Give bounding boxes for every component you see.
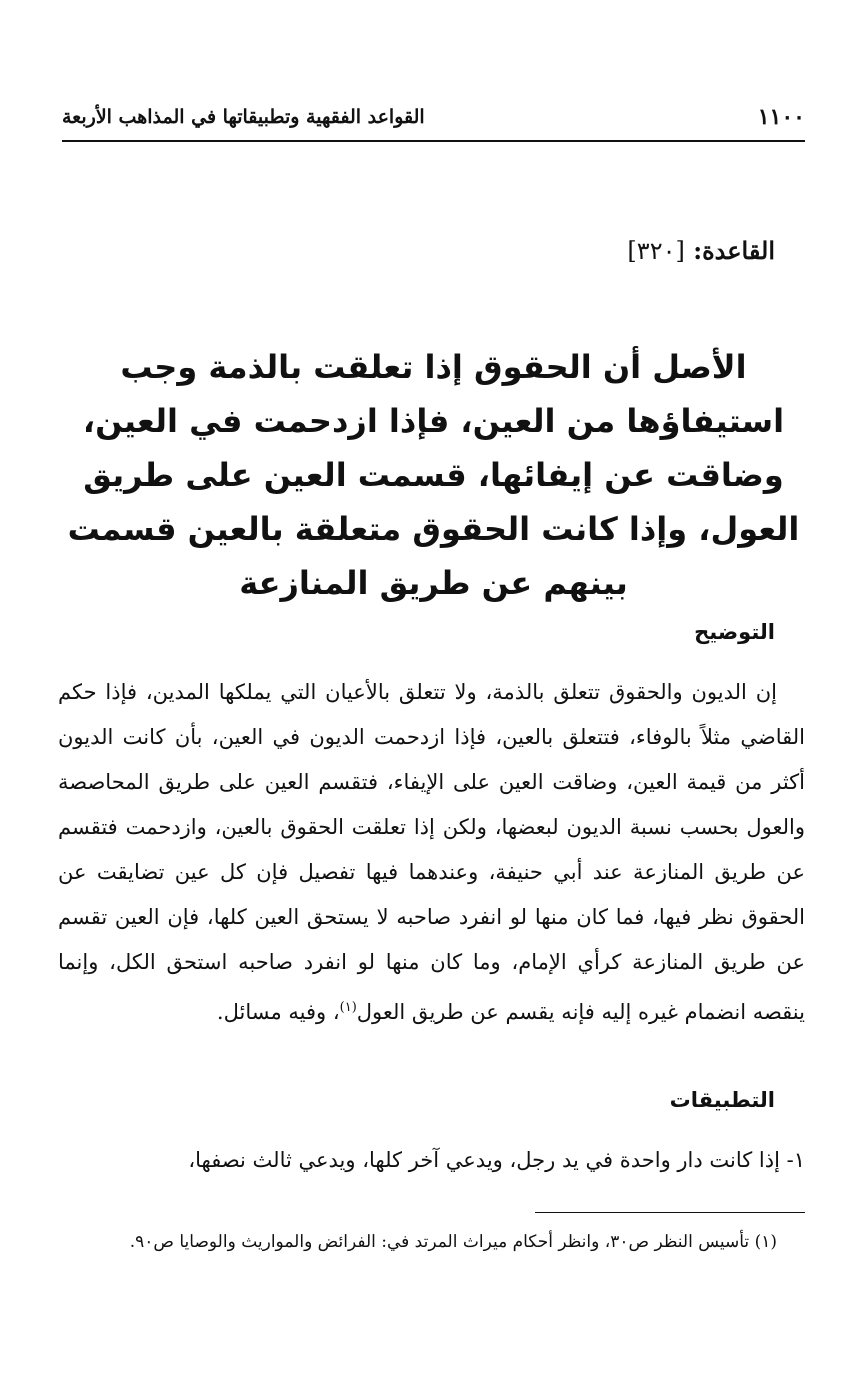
rule-number: [٣٢٠] [627, 237, 685, 265]
application-item-1: ١- إذا كانت دار واحدة في يد رجل، ويدعي آخر كلها، ويدعي ثالث نصفها، [188, 1148, 805, 1172]
page-number: ١١٠٠ [757, 104, 805, 130]
explanation-paragraph [58, 670, 805, 1035]
footnote-divider [535, 1212, 805, 1213]
explanation-text-end: ، وفيه مسائل. [216, 1000, 340, 1024]
explanation-text: إن الديون والحقوق تتعلق بالذمة، ولا تتعلق بالأعيان التي يملكها المدين، فإذا حكم القاضي مثلاً بالوفاء، فتتعلق بالعين، فإذا ازدحمت الديون في العين، بأن كانت الديون أكثر من قيمة العين، وضاقت العين على الإيفاء، فتقسم العين على طريق المحاصصة والعول بحسب نسبة الديون لبعضها، ولكن إذا تعلقت الحقوق بالعين، وازدحمت فتقسم عن طريق المنازعة عند أبي حنيفة، وعندهما فيها تفصيل فإن كل عين تضايقت عن الحقوق نظر فيها، فما كان منها لو انفرد صاحبه لا يستحق العين كلها، فإن العين تقسم عن طريق المنازعة كرأي الإمام، وما كان منها لو انفرد صاحبه استحق الكل، وإنما ينقصه انضمام غيره إليه فإنه يقسم عن طريق العول [58, 680, 805, 1024]
running-title: القواعد الفقهية وتطبيقاتها في المذاهب الأربعة [62, 106, 425, 128]
rule-statement: الأصل أن الحقوق إذا تعلقت بالذمة وجب استيفاؤها من العين، فإذا ازدحمت في العين، وضاقت عن إيفائها، قسمت العين على طريق العول، وإذا كانت الحقوق متعلقة بالعين قسمت بينهم عن طريق المنازعة [67, 348, 800, 602]
applications-heading: التطبيقات [669, 1088, 775, 1112]
rule-label-text: القاعدة: [693, 236, 775, 265]
rule-label [627, 236, 775, 265]
footnote-text: تأسيس النظر ص٣٠، وانظر أحكام ميراث المرتد في: الفرائض والمواريث والوصايا ص٩٠. [129, 1232, 750, 1252]
explanation-heading: التوضيح [694, 620, 775, 644]
footnote-mark: (١) [754, 1232, 777, 1252]
page-header [62, 100, 805, 142]
footnote [62, 1228, 777, 1256]
footnote-reference[interactable]: (١) [339, 1000, 357, 1015]
